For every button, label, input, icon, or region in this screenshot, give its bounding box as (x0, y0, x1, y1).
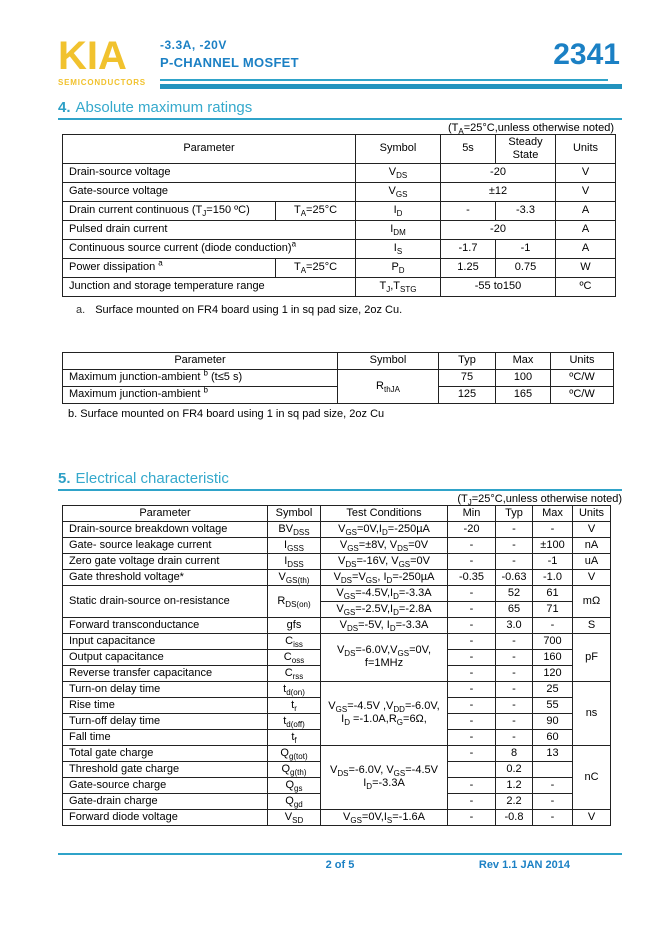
value-5s-cell: 1.25 (441, 258, 496, 277)
typ-cell: - (496, 521, 533, 537)
max-cell: - (533, 617, 573, 633)
table-row (63, 369, 614, 386)
units-cell: pF (573, 633, 611, 681)
param-cell: Forward diode voltage (63, 809, 268, 825)
conditions-cell: $V_{GS}=-4.5V,I_D=-3.3A$ (321, 585, 448, 601)
max-cell: - (533, 809, 573, 825)
symbol-cell: $t_{d(on)}$ (268, 681, 321, 697)
typ-cell: 75 (439, 369, 496, 386)
footnote-b-text: b. Surface mounted on FR4 board using 1 in sq pad size, 2oz Cu (68, 407, 385, 420)
value-cell: ±12 (441, 182, 556, 201)
col-header-typ: Typ (439, 352, 496, 369)
min-cell: - (448, 729, 496, 745)
symbol-cell: $Q_{gd}$ (268, 793, 321, 809)
min-cell: - (448, 697, 496, 713)
units-cell: nC (573, 745, 611, 809)
condition-cell: $T_A=25^\circ C$ (276, 201, 356, 220)
units-cell: A (556, 220, 616, 239)
value-cell: -20 (441, 163, 556, 182)
conditions-cell: $V_{DS}=-6.0V,V_{GS}=0V$, f=1MHz (321, 633, 448, 681)
value-steady-cell: -1 (496, 239, 556, 258)
header-rule-thick (160, 84, 622, 89)
value-steady-cell: -3.3 (496, 201, 556, 220)
condition-cell: $T_A=25^\circ C$ (276, 258, 356, 277)
typ-cell: - (496, 649, 533, 665)
max-cell: - (533, 521, 573, 537)
thermal-resistance-table (62, 352, 614, 404)
min-cell: - (448, 681, 496, 697)
param-cell: Static drain-source on-resistance (63, 585, 268, 617)
conditions-cell: $V_{DS}=V_{GS}$, $I_D=-250\mu A$ (321, 569, 448, 585)
col-header-units: Units (551, 352, 614, 369)
param-cell: Maximum junction-ambient $^b$ (t≤5 s) (63, 369, 338, 386)
param-cell: Drain-source breakdown voltage (63, 521, 268, 537)
electrical-condition-note: ($T_J=25^\circ C,unless$ otherwise noted) (457, 492, 622, 508)
symbol-cell: $P_D$ (356, 258, 441, 277)
table-row (63, 201, 616, 220)
typ-cell: -0.8 (496, 809, 533, 825)
value-5s-cell: -1.7 (441, 239, 496, 258)
min-cell: - (448, 713, 496, 729)
revision-label: Rev 1.1 JAN 2014 (478, 859, 570, 871)
max-cell: 61 (533, 585, 573, 601)
table-header-row (63, 352, 614, 369)
min-cell: - (448, 553, 496, 569)
section-4-heading (58, 99, 622, 120)
section-5-heading (58, 470, 622, 491)
section-5-number: 5. (58, 469, 71, 487)
units-cell: ºC/W (551, 369, 614, 386)
param-cell: Junction and storage temperature range (63, 277, 356, 296)
symbol-cell: $I_{DSS}$ (268, 553, 321, 569)
header-rule-thin (160, 79, 608, 81)
max-cell: - (533, 793, 573, 809)
typ-cell: - (496, 681, 533, 697)
units-cell: V (573, 521, 611, 537)
param-cell: Gate threshold voltage* (63, 569, 268, 585)
symbol-cell: $V_{GS}$ (356, 182, 441, 201)
header-rules (160, 79, 622, 89)
table-row (63, 220, 616, 239)
max-cell: 700 (533, 633, 573, 649)
page-header (58, 0, 622, 87)
max-cell: 160 (533, 649, 573, 665)
table-row (63, 681, 611, 697)
min-cell: -20 (448, 521, 496, 537)
symbol-cell: $R_{DS(on)}$ (268, 585, 321, 617)
units-cell: A (556, 201, 616, 220)
symbol-cell: $T_J,T_{STG}$ (356, 277, 441, 296)
max-cell: 90 (533, 713, 573, 729)
table-row (63, 277, 616, 296)
typ-cell: - (496, 729, 533, 745)
conditions-cell: $V_{GS}=0V,I_D=-250\mu A$ (321, 521, 448, 537)
max-cell: 165 (496, 386, 551, 403)
conditions-cell: $V_{GS}=\pm 8V$, $V_{DS}=0V$ (321, 537, 448, 553)
conditions-cell: $V_{GS}=-2.5V,I_D=-2.8A$ (321, 601, 448, 617)
symbol-cell: $I_D$ (356, 201, 441, 220)
col-header-parameter: Parameter (63, 135, 356, 164)
table-row (63, 182, 616, 201)
max-cell: -1.0 (533, 569, 573, 585)
min-cell: - (448, 633, 496, 649)
value-cell: -55 to150 (441, 277, 556, 296)
symbol-cell: $R_{thJA}$ (338, 369, 439, 403)
symbol-cell: $V_{GS(th)}$ (268, 569, 321, 585)
col-header-units: Units (573, 505, 611, 521)
symbol-cell: $t_{d(off)}$ (268, 713, 321, 729)
param-cell: Zero gate voltage drain current (63, 553, 268, 569)
typ-cell: 52 (496, 585, 533, 601)
kia-logo-subtext: SEMICONDUCTORS (58, 78, 146, 87)
units-cell: nA (573, 537, 611, 553)
table-row (63, 521, 611, 537)
typ-cell: 1.2 (496, 777, 533, 793)
param-cell: Total gate charge (63, 745, 268, 761)
col-header-max: Max (533, 505, 573, 521)
min-cell: -0.35 (448, 569, 496, 585)
symbol-cell: $Q_{g(tot)}$ (268, 745, 321, 761)
param-cell: Forward transconductance (63, 617, 268, 633)
symbol-cell: $I_{GSS}$ (268, 537, 321, 553)
param-cell: Power dissipation $^a$ (63, 258, 276, 277)
param-cell: Drain-source voltage (63, 163, 356, 182)
min-cell: - (448, 537, 496, 553)
param-cell: Maximum junction-ambient $^b$ (63, 386, 338, 403)
param-cell: Reverse transfer capacitance (63, 665, 268, 681)
typ-cell: - (496, 633, 533, 649)
conditions-cell: $V_{DS}=-6.0V$, $V_{GS}=-4.5V$ $I_D=-3.3A$ (321, 745, 448, 809)
conditions-cell: $V_{GS}=-4.5V$ $,V_{DD}=-6.0V$, $I_D =-1.0A,R_G=6\Omega$, (321, 681, 448, 745)
units-cell: ºC (556, 277, 616, 296)
table-row (63, 239, 616, 258)
footnote-b (68, 408, 622, 420)
typ-cell: 65 (496, 601, 533, 617)
col-header-parameter: Parameter (63, 505, 268, 521)
symbol-cell: $C_{iss}$ (268, 633, 321, 649)
table-row (63, 745, 611, 761)
col-header-symbol: Symbol (268, 505, 321, 521)
param-cell: Pulsed drain current (63, 220, 356, 239)
units-cell: A (556, 239, 616, 258)
param-cell: Turn-off delay time (63, 713, 268, 729)
min-cell: - (448, 793, 496, 809)
table-row (63, 258, 616, 277)
symbol-cell: gfs (268, 617, 321, 633)
table-header-row (63, 135, 616, 164)
conditions-cell: $V_{DS}=-16V$, $V_{GS}=0V$ (321, 553, 448, 569)
typ-cell: - (496, 553, 533, 569)
brand-logo (58, 36, 160, 87)
device-type: P-CHANNEL MOSFET (160, 55, 299, 70)
symbol-cell: $C_{rss}$ (268, 665, 321, 681)
col-header-units: Units (556, 135, 616, 164)
table-row (63, 163, 616, 182)
max-cell: 13 (533, 745, 573, 761)
param-cell: Turn-on delay time (63, 681, 268, 697)
max-cell: 120 (533, 665, 573, 681)
col-header-min: Min (448, 505, 496, 521)
symbol-cell: $I_S$ (356, 239, 441, 258)
typ-cell: 2.2 (496, 793, 533, 809)
min-cell: - (448, 585, 496, 601)
typ-cell: - (496, 537, 533, 553)
conditions-cell: $V_{DS}=-5V$, $I_D=-3.3A$ (321, 617, 448, 633)
col-header-parameter: Parameter (63, 352, 338, 369)
product-summary (160, 38, 299, 70)
col-header-typ: Typ (496, 505, 533, 521)
max-cell: 100 (496, 369, 551, 386)
units-cell: uA (573, 553, 611, 569)
value-cell: -20 (441, 220, 556, 239)
value-steady-cell: 0.75 (496, 258, 556, 277)
param-cell: Threshold gate charge (63, 761, 268, 777)
min-cell: - (448, 649, 496, 665)
abs-max-condition-note: ($T_A=25^\circ C,unless$ otherwise noted) (448, 122, 614, 137)
max-cell: 25 (533, 681, 573, 697)
value-5s-cell: - (441, 201, 496, 220)
max-cell: -1 (533, 553, 573, 569)
col-header-steady-state: Steady State (496, 135, 556, 164)
col-header-5s: 5s (441, 135, 496, 164)
min-cell (448, 761, 496, 777)
table-row (63, 569, 611, 585)
min-cell: - (448, 777, 496, 793)
min-cell: - (448, 617, 496, 633)
col-header-max: Max (496, 352, 551, 369)
part-number: 2341 (553, 38, 620, 71)
footnote-a-text: Surface mounted on FR4 board using 1 in sq pad size, 2oz Cu. (95, 303, 403, 316)
units-cell: V (573, 809, 611, 825)
units-cell: V (556, 163, 616, 182)
typ-cell: 8 (496, 745, 533, 761)
units-cell: ns (573, 681, 611, 745)
symbol-cell: $V_{DS}$ (356, 163, 441, 182)
table-row (63, 617, 611, 633)
absolute-maximum-ratings-table (62, 134, 616, 297)
page-indicator: 2 of 5 (325, 859, 355, 871)
symbol-cell: $Q_{g(th)}$ (268, 761, 321, 777)
current-voltage-rating: -3.3A, -20V (160, 38, 227, 52)
kia-logo-text: KIA (58, 34, 127, 78)
typ-cell: 0.2 (496, 761, 533, 777)
units-cell: mΩ (573, 585, 611, 617)
param-cell: Continuous source current (diode conduction)$^a$ (63, 239, 356, 258)
min-cell: - (448, 665, 496, 681)
col-header-symbol: Symbol (356, 135, 441, 164)
section-4-number: 4. (58, 99, 71, 116)
conditions-cell: $V_{GS}=0V,I_S=-1.6A$ (321, 809, 448, 825)
min-cell: - (448, 745, 496, 761)
table-row (63, 585, 611, 601)
table-row (63, 809, 611, 825)
param-cell: Gate-source charge (63, 777, 268, 793)
typ-cell: -0.63 (496, 569, 533, 585)
symbol-cell: $V_{SD}$ (268, 809, 321, 825)
symbol-cell: $I_{DM}$ (356, 220, 441, 239)
max-cell: 55 (533, 697, 573, 713)
section-5-title: Electrical characteristic (75, 469, 229, 487)
units-cell: W (556, 258, 616, 277)
symbol-cell: $C_{oss}$ (268, 649, 321, 665)
typ-cell: - (496, 665, 533, 681)
table-row (63, 537, 611, 553)
min-cell: - (448, 601, 496, 617)
typ-cell: 3.0 (496, 617, 533, 633)
param-cell: Output capacitance (63, 649, 268, 665)
symbol-cell: $Q_{gs}$ (268, 777, 321, 793)
table-row (63, 633, 611, 649)
max-cell: - (533, 777, 573, 793)
symbol-cell: $t_f$ (268, 729, 321, 745)
max-cell: 60 (533, 729, 573, 745)
section-4-title: Absolute maximum ratings (75, 99, 253, 116)
symbol-cell: $t_r$ (268, 697, 321, 713)
electrical-characteristics-table (62, 505, 611, 826)
typ-cell: 125 (439, 386, 496, 403)
units-cell: V (556, 182, 616, 201)
table-row (63, 553, 611, 569)
col-header-symbol: Symbol (338, 352, 439, 369)
typ-cell: - (496, 713, 533, 729)
param-cell: Gate- source leakage current (63, 537, 268, 553)
max-cell (533, 761, 573, 777)
param-cell: Input capacitance (63, 633, 268, 649)
footnote-a (76, 304, 622, 316)
units-cell: S (573, 617, 611, 633)
param-cell: Drain current continuous ($T_J=150$ ºC) (63, 201, 276, 220)
page-footer (58, 853, 622, 875)
typ-cell: - (496, 697, 533, 713)
footnote-a-label: a. (76, 303, 86, 316)
units-cell: V (573, 569, 611, 585)
max-cell: ±100 (533, 537, 573, 553)
param-cell: Fall time (63, 729, 268, 745)
param-cell: Gate-drain charge (63, 793, 268, 809)
col-header-conditions: Test Conditions (321, 505, 448, 521)
min-cell: - (448, 809, 496, 825)
table-header-row (63, 505, 611, 521)
param-cell: Gate-source voltage (63, 182, 356, 201)
symbol-cell: $BV_{DSS}$ (268, 521, 321, 537)
units-cell: ºC/W (551, 386, 614, 403)
max-cell: 71 (533, 601, 573, 617)
param-cell: Rise time (63, 697, 268, 713)
